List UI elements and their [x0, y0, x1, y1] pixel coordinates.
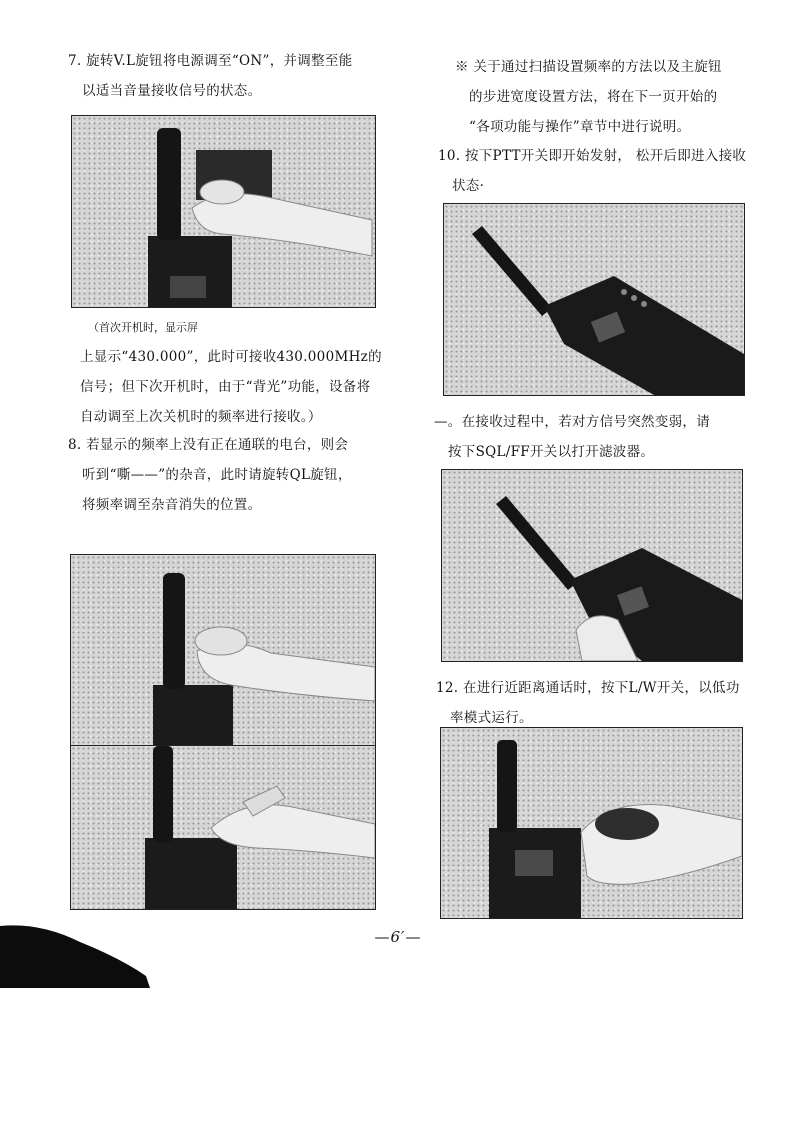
step8-text: [68, 430, 352, 520]
photo-ptt-radio: [443, 203, 745, 396]
photo-power-knob: [71, 115, 376, 308]
step8-line-3: 将频率调至杂音消失的位置。: [82, 497, 262, 513]
note-line-3: “各项功能与操作”章节中进行说明。: [469, 119, 691, 135]
scan-edge-smudge: [0, 922, 150, 988]
step7-cont-line-2: 信号；但下次开机时，由于“背光”功能，设备将: [80, 379, 371, 395]
step7-line-2: 以适当音量接收信号的状态。: [82, 83, 262, 99]
step11-line-1: —。在接收过程中，若对方信号突然变弱，请: [434, 414, 710, 430]
page-number: —6′—: [374, 928, 422, 946]
step7-caption: （首次开机时，显示屏: [88, 321, 198, 334]
step11-text: [434, 407, 710, 467]
step11-line-2: 按下SQL/FF开关以打开滤波器。: [448, 444, 655, 460]
photo-ql-knob-top: [70, 554, 376, 747]
photo-lw-switch: [440, 727, 743, 919]
step7-line-1: 7. 旋转V.L旋钮将电源调至“ON”，并调整至能: [68, 53, 353, 69]
step7-text: [68, 46, 353, 106]
step12-line-2: 率模式运行。: [450, 710, 533, 726]
step10-line-2: 状态·: [452, 178, 485, 194]
photo-sql-switch: [441, 469, 743, 662]
note-line-2: 的步进宽度设置方法，将在下一页开始的: [469, 89, 718, 105]
note-text: [455, 52, 722, 142]
step7-cont-line-3: 自动调至上次关机时的频率进行接收。）: [80, 409, 322, 425]
step7-cont-line-1: 上显示“430.000”，此时可接收430.000MHz的: [80, 349, 382, 365]
step12-line-1: 12. 在进行近距离通话时，按下L/W开关，以低功: [436, 680, 740, 696]
step10-line-1: 10. 按下PTT开关即开始发射， 松开后即进入接收: [438, 148, 747, 164]
step12-text: [436, 673, 740, 733]
note-line-1: ※ 关于通过扫描设置频率的方法以及主旋钮: [455, 59, 722, 75]
step8-line-2: 听到“嘶——”的杂音，此时请旋转QL旋钮，: [82, 467, 352, 483]
step7-continued-text: [80, 342, 382, 432]
photo-ql-knob-bottom: [70, 745, 376, 910]
step10-text: [438, 141, 746, 201]
step8-line-1: 8. 若显示的频率上没有正在通联的电台，则会: [68, 437, 349, 453]
